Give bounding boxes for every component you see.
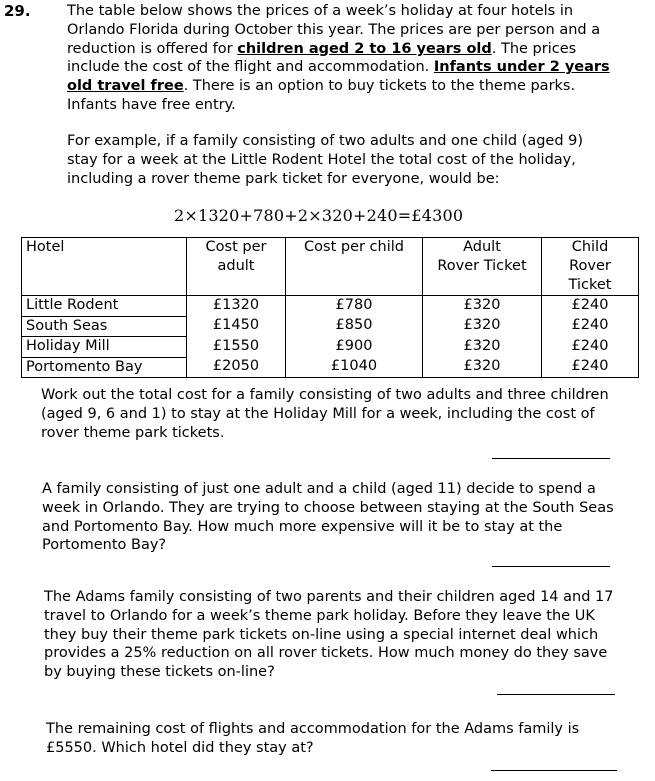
example-formula: 2×1320+780+2×320+240=£4300 bbox=[174, 206, 464, 225]
answer-line-a[interactable] bbox=[492, 458, 610, 459]
example-paragraph: For example, if a family consisting of two adults and one child (aged 9) stay for a week at the Little Rodent Hotel the total cost of the holiday, including a rover theme park ticket for everyone, would be: bbox=[67, 133, 584, 187]
answer-line-c[interactable] bbox=[497, 694, 615, 695]
table-header-row bbox=[22, 238, 639, 296]
header-cost-per-adult: Cost per adult bbox=[187, 238, 286, 296]
cell-child-ticket: £240 bbox=[542, 337, 639, 358]
table-row bbox=[22, 296, 639, 317]
intro-text-2: . The prices include the cost of the flight and accommodation. bbox=[67, 40, 577, 76]
cell-adult-ticket: £320 bbox=[423, 296, 542, 317]
cell-child-ticket: £240 bbox=[542, 316, 639, 337]
question-number: 29. bbox=[4, 2, 31, 20]
cell-adult-cost: £1320 bbox=[187, 296, 286, 317]
cell-adult-ticket: £320 bbox=[423, 316, 542, 337]
cell-adult-ticket: £320 bbox=[423, 337, 542, 358]
table-row bbox=[22, 337, 639, 358]
cell-child-cost: £900 bbox=[286, 337, 423, 358]
cell-hotel: Little Rodent bbox=[22, 296, 187, 317]
cell-child-cost: £1040 bbox=[286, 357, 423, 378]
question-c: The Adams family consisting of two parents and their children aged 14 and 17 travel to Orlando for a week’s theme park holiday. Before they leave the UK they buy their theme park tickets on-line using a special internet deal which provides a 25% reduction on all rover tickets. How much money do they save by buying these tickets on-line? bbox=[44, 589, 614, 681]
header-hotel: Hotel bbox=[22, 238, 187, 296]
header-child-rover-ticket: Child Rover Ticket bbox=[542, 238, 639, 296]
header-cost-per-child: Cost per child bbox=[286, 238, 423, 296]
intro-underline-children: children aged 2 to 16 years old bbox=[237, 40, 492, 57]
cell-hotel: Portomento Bay bbox=[22, 357, 187, 378]
intro-text-1: The table below shows the prices of a week’s holiday at four hotels in Orlando Florida during October this year. The prices are per person and a reduction is offered for bbox=[67, 3, 601, 57]
intro-paragraph bbox=[67, 2, 612, 115]
header-adult-rover-ticket: Adult Rover Ticket bbox=[423, 238, 542, 296]
cell-adult-ticket: £320 bbox=[423, 357, 542, 378]
cell-child-cost: £780 bbox=[286, 296, 423, 317]
cell-child-ticket: £240 bbox=[542, 296, 639, 317]
question-b: A family consisting of just one adult and a child (aged 11) decide to spend a week in Orlando. They are trying to choose between staying at the South Seas and Portomento Bay. How much more expensive will it be to stay at the Portomento Bay? bbox=[42, 481, 614, 554]
cell-adult-cost: £2050 bbox=[187, 357, 286, 378]
table-row bbox=[22, 316, 639, 337]
answer-line-d[interactable] bbox=[491, 770, 617, 771]
price-table bbox=[21, 237, 639, 378]
intro-underline-infants: Infants under 2 years old travel free bbox=[67, 59, 610, 95]
cell-hotel: Holiday Mill bbox=[22, 337, 187, 358]
cell-adult-cost: £1550 bbox=[187, 337, 286, 358]
intro-text-3: . There is an option to buy tickets to the theme parks. Infants have free entry. bbox=[67, 78, 576, 113]
answer-line-b[interactable] bbox=[492, 566, 610, 567]
cell-child-ticket: £240 bbox=[542, 357, 639, 378]
cell-child-cost: £850 bbox=[286, 316, 423, 337]
cell-hotel: South Seas bbox=[22, 316, 187, 337]
question-a: Work out the total cost for a family consisting of two adults and three children (aged 9, 6 and 1) to stay at the Holiday Mill for a week, including the cost of rover theme park tickets. bbox=[41, 387, 609, 441]
cell-adult-cost: £1450 bbox=[187, 316, 286, 337]
table-row bbox=[22, 357, 639, 378]
question-d: The remaining cost of flights and accommodation for the Adams family is £5550. Which hotel did they stay at? bbox=[46, 721, 580, 756]
